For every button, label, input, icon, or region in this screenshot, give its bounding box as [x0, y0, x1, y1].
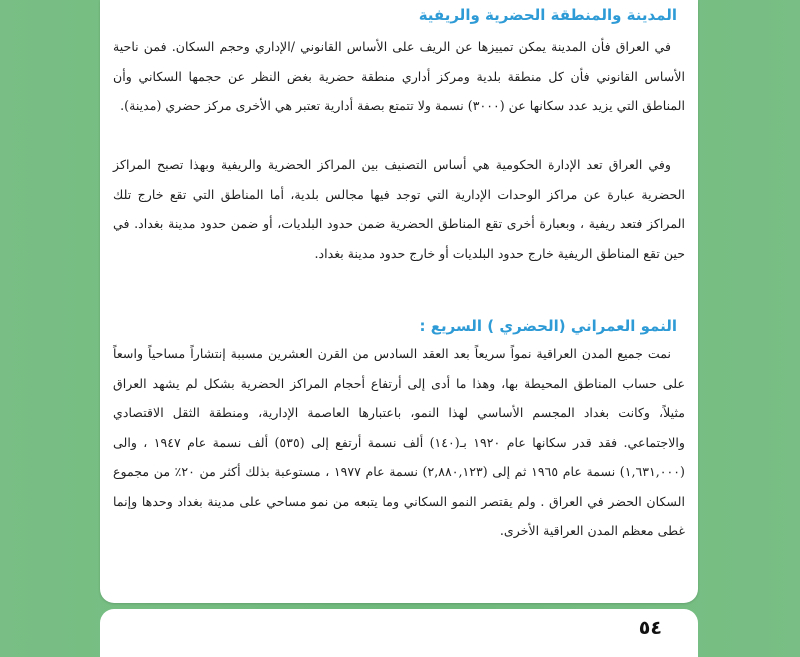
section-heading-city-urban-rural: المدينة والمنطقة الحضرية والريفية [418, 6, 677, 24]
paragraph-legal-basis: في العراق فأن المدينة يمكن تمييزها عن الريف على الأساس القانوني /الإداري وحجم السكان. فمن ناحية الأساس القانوني فأن كل منطقة بلدية ومركز أداري منطقة حضرية بغض النظر عن حجمها السكاني وأن المناطق التي يزيد عدد سكانها عن (٣٠٠٠) نسمة ولا تتمتع بصفة أدارية تعتبر هي الأخرى مركز حضري (مدينة). [113, 39, 685, 113]
section-heading-rapid-urban-growth: النمو العمراني (الحضري ) السريع : [419, 317, 677, 335]
page-number: ٥٤ [638, 617, 662, 639]
paragraph-administrative-classification: وفي العراق تعد الإدارة الحكومية هي أساس التصنيف بين المراكز الحضرية والريفية وبهذا تصبح المراكز الحضرية عبارة عن مراكز الوحدات الإدارية التي توجد فيها مجالس بلدية، أما المناطق التي تقع خارج تلك المراكز فتعد ريفية ، وبعبارة أخرى تقع المناطق الحضرية ضمن حدود البلديات، أو ضمن حدود مدينة بغداد. في حين تقع المناطق الريفية خارج حدود البلديات أو خارج حدود مدينة بغداد. [113, 157, 685, 261]
page-footer [100, 609, 698, 657]
paragraph-urban-growth: نمت جميع المدن العراقية نمواً سريعاً بعد العقد السادس من القرن العشرين مسببة إنتشاراً مساحياً واسعاً على حساب المناطق المحيطة بها، وهذا ما أدى إلى أرتفاع أحجام المراكز الحضرية بشكل لم يشهد العراق مثيلاً، وكانت بغداد المجسم الأساسي لهذا النمو، باعتبارها العاصمة الإدارية، ومنطقة الثقل الاقتصادي والاجتماعي. فقد قدر سكانها عام ١٩٢٠ بـ(١٤٠) ألف نسمة أرتفع إلى (٥٣٥) ألف نسمة عام ١٩٤٧ ، والى (١,٦٣١,٠٠٠) نسمة عام ١٩٦٥ ثم إلى (٢,٨٨٠,١٢٣) نسمة عام ١٩٧٧ ، مستوعبة بذلك أكثر من ٢٠٪ من مجموع السكان الحضر في العراق . ولم يقتصر النمو السكاني وما يتبعه من نمو مساحي على مدينة بغداد وحدها وإنما غطى معظم المدن العراقية الأخرى. [113, 346, 685, 538]
